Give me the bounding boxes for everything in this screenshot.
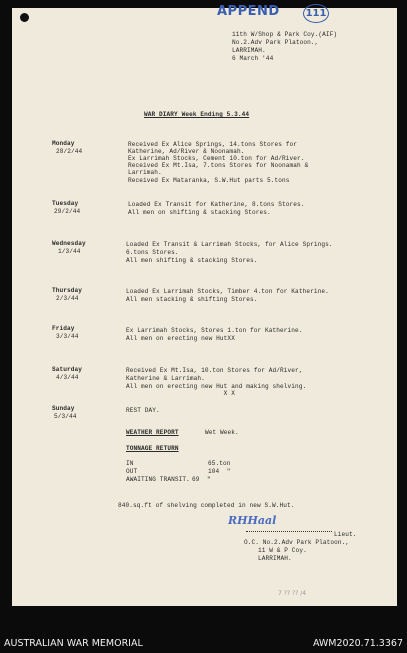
entry-line: Received Ex Mt.Isa, 7.tons Stores for Noonamah & xyxy=(128,162,309,169)
entry-line: Loaded Ex Transit for Katherine, 8.tons Stores. xyxy=(128,201,305,208)
entry-day: Saturday xyxy=(52,366,83,373)
entry-day: Sunday xyxy=(52,405,75,412)
entry-date: 4/3/44 xyxy=(56,374,79,381)
signoff-line2: 11 W & P Coy. xyxy=(258,547,307,554)
entry-line: All men on erecting new Hut and making shelving. xyxy=(126,383,307,390)
entry-line: All men on erecting new HutXX xyxy=(126,335,235,342)
tonnage-row-value: 65.ton xyxy=(208,460,231,467)
diary-title: WAR DIARY Week Ending 5.3.44 xyxy=(144,111,250,118)
header-unit-line1: 11th W/Shop & Park Coy.(AIF) xyxy=(232,31,338,38)
entry-line: REST DAY. xyxy=(126,407,160,414)
entry-date: 3/3/44 xyxy=(56,333,79,340)
tonnage-row-label: AWAITING TRANSIT. xyxy=(126,476,190,483)
tonnage-row-value: 104 " xyxy=(208,468,231,475)
entry-line: Loaded Ex Larrimah Stocks, Timber 4.ton for Katherine. xyxy=(126,288,329,295)
entry-line: All men stacking & shifting Stores. xyxy=(126,296,258,303)
entry-date: 5/3/44 xyxy=(54,413,77,420)
header-unit-line2: No.2.Adv Park Platoon., xyxy=(232,39,319,46)
faint-pencil-mark: 7 ?? ?? /4 xyxy=(278,590,307,597)
tonnage-label: TONNAGE RETURN xyxy=(126,445,179,452)
signature-line xyxy=(246,531,332,532)
entry-date: 29/2/44 xyxy=(54,208,81,215)
document-page xyxy=(12,8,397,606)
entry-day: Monday xyxy=(52,140,75,147)
shelving-note: 840.sq.ft of shelving completed in new S.W.Hut. xyxy=(118,502,295,509)
entry-line: All men shifting & stacking Stores. xyxy=(126,257,258,264)
weather-label: WEATHER REPORT xyxy=(126,429,179,436)
entry-line: Received Ex Mataranka, S.W.Hut parts 5.tons xyxy=(128,177,290,184)
entry-date: 1/3/44 xyxy=(58,248,81,255)
entry-day: Tuesday xyxy=(52,200,79,207)
entry-line: 6.tons Stores. xyxy=(126,249,179,256)
header-unit-line3: LARRIMAH. xyxy=(232,47,266,54)
punch-hole xyxy=(20,13,29,22)
signoff-rank: Lieut. xyxy=(334,531,357,538)
entry-line: Received Ex Mt.Isa, 10.ton Stores for Ad/River, xyxy=(126,367,303,374)
tonnage-row-value: 69 " xyxy=(192,476,211,483)
entry-line: Larrimah. xyxy=(128,169,162,176)
signature: RHHaal xyxy=(228,514,277,527)
entry-line: Katherine, Ad/River & Noonamah. xyxy=(128,148,245,155)
entry-date: 28/2/44 xyxy=(56,148,83,155)
weather-value: Wet Week. xyxy=(205,429,239,436)
entry-line: Ex Larrimah Stocks, Cement 10.ton for Ad/River. xyxy=(128,155,305,162)
entry-day: Wednesday xyxy=(52,240,86,247)
entry-line: All men on shifting & stacking Stores. xyxy=(128,209,271,216)
entry-line: X X xyxy=(126,390,235,397)
entry-line: Loaded Ex Transit & Larrimah Stocks, for Alice Springs. xyxy=(126,241,333,248)
append-annotation: APPEND xyxy=(217,4,280,19)
footer-accession-number: AWM2020.71.3367 xyxy=(312,638,403,649)
header-date: 6 March '44 xyxy=(232,55,274,62)
tonnage-row-label: IN xyxy=(126,460,134,467)
signoff-line3: LARRIMAH. xyxy=(258,555,292,562)
append-number-circled: 111 xyxy=(303,4,329,23)
entry-line: Katherine & Larrimah. xyxy=(126,375,205,382)
footer-institution: AUSTRALIAN WAR MEMORIAL xyxy=(4,638,143,649)
tonnage-row-label: OUT xyxy=(126,468,138,475)
signoff-line1: O.C. No.2.Adv Park Platoon., xyxy=(244,539,350,546)
entry-line: Received Ex Alice Springs, 14.tons Stores for xyxy=(128,141,298,148)
entry-line: Ex Larrimah Stocks, Stores 1.ton for Katherine. xyxy=(126,327,303,334)
entry-day: Friday xyxy=(52,325,75,332)
entry-day: Thursday xyxy=(52,287,83,294)
entry-date: 2/3/44 xyxy=(56,295,79,302)
